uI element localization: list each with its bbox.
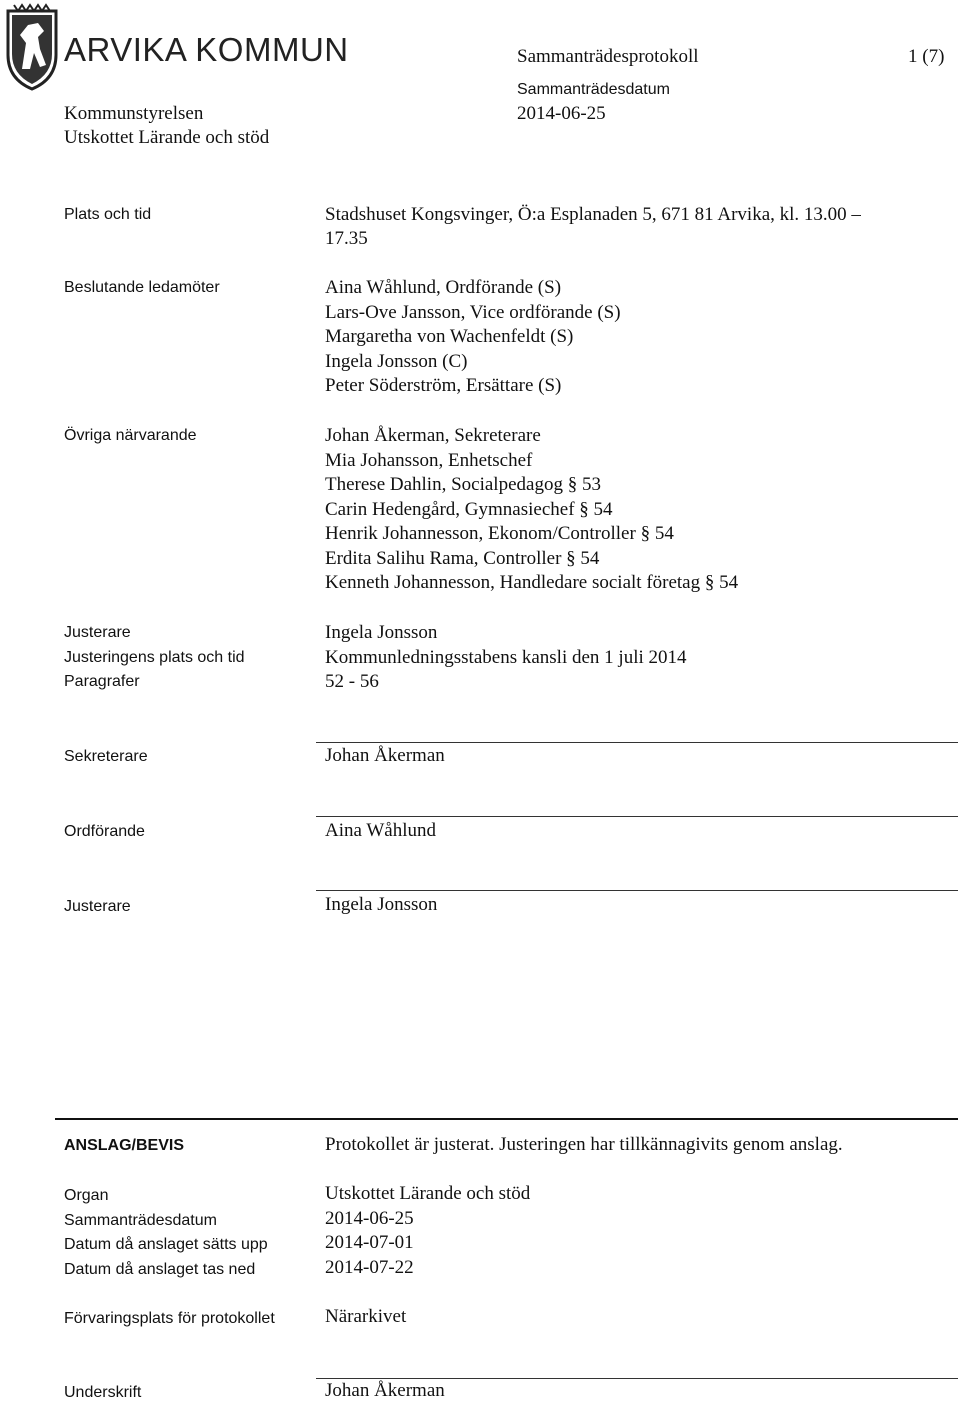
deciding-member: Ingela Jonsson (C) [325, 350, 468, 372]
header-date-value: 2014-06-25 [517, 103, 606, 124]
paragraphs-value: 52 - 56 [325, 671, 379, 692]
notice-statement: Protokollet är justerat. Justeringen har tillkännagivits genom anslag. [325, 1134, 843, 1155]
other-present: Carin Hedengård, Gymnasiechef § 54 [325, 498, 613, 520]
other-present: Henrik Johannesson, Ekonom/Controller § 54 [325, 523, 674, 544]
adjuster-label: Justerare [64, 624, 131, 641]
place-label: Plats och tid [64, 206, 152, 223]
notice-title: ANSLAG/BEVIS [64, 1137, 185, 1154]
adjust-place-value: Kommunledningsstabens kansli den 1 juli 2014 [325, 646, 687, 668]
adjuster-value: Ingela Jonsson [325, 622, 438, 643]
secretary-name: Johan Åkerman [325, 745, 445, 766]
secretary-label: Sekreterare [64, 748, 148, 765]
adjust-place-label: Justeringens plats och tid [64, 648, 245, 666]
notice-divider [55, 1118, 958, 1120]
other-present: Kenneth Johannesson, Handledare socialt företag § 54 [325, 572, 739, 593]
organ-value: Utskottet Lärande och stöd [325, 1183, 531, 1204]
removed-date-label: Datum då anslaget tas ned [64, 1260, 256, 1278]
others-present-label: Övriga närvarande [64, 427, 197, 444]
signature-line [316, 890, 958, 891]
notice-meeting-date-label: Sammanträdesdatum [64, 1211, 217, 1229]
deciding-member: Aina Wåhlund, Ordförande (S) [325, 277, 562, 298]
deciding-members-label: Beslutande ledamöter [64, 279, 220, 296]
deciding-member: Peter Söderström, Ersättare (S) [325, 375, 562, 396]
removed-date-value: 2014-07-22 [325, 1256, 414, 1278]
municipality-logo-text: ARVIKA KOMMUN [64, 31, 349, 68]
storage-label: Förvaringsplats för protokollet [64, 1310, 275, 1327]
committee-name: Utskottet Lärande och stöd [64, 127, 270, 148]
document-type: Sammanträdesprotokoll [517, 46, 699, 67]
deciding-member: Margaretha von Wachenfeldt (S) [325, 326, 574, 347]
adjuster-signature-label: Justerare [64, 898, 131, 915]
organization-name: Kommunstyrelsen [64, 103, 204, 124]
other-present: Johan Åkerman, Sekreterare [325, 425, 541, 446]
deciding-member: Lars-Ove Jansson, Vice ordförande (S) [325, 301, 621, 323]
municipal-coat-of-arms-logo [4, 3, 60, 91]
signature-line [316, 816, 958, 817]
place-line-2: 17.35 [325, 228, 368, 249]
adjuster-signature-name: Ingela Jonsson [325, 894, 438, 915]
storage-value: Närarkivet [325, 1306, 407, 1327]
other-present: Mia Johansson, Enhetschef [325, 449, 533, 471]
other-present: Therese Dahlin, Socialpedagog § 53 [325, 474, 601, 495]
header-date-label: Sammanträdesdatum [517, 81, 670, 98]
signature-label: Underskrift [64, 1384, 142, 1401]
signature-value: Johan Åkerman [325, 1380, 445, 1401]
notice-meeting-date-value: 2014-06-25 [325, 1207, 414, 1229]
signature-line [316, 742, 958, 743]
paragraphs-label: Paragrafer [64, 673, 140, 690]
organ-label: Organ [64, 1187, 109, 1204]
page-number: 1 (7) [908, 46, 945, 67]
posted-date-value: 2014-07-01 [325, 1232, 414, 1253]
chair-name: Aina Wåhlund [325, 820, 436, 841]
place-line-1: Stadshuset Kongsvinger, Ö:a Esplanaden 5, 671 81 Arvika, kl. 13.00 – [325, 204, 861, 225]
chair-label: Ordförande [64, 823, 145, 840]
other-present: Erdita Salihu Rama, Controller § 54 [325, 547, 600, 569]
posted-date-label: Datum då anslaget sätts upp [64, 1236, 268, 1253]
